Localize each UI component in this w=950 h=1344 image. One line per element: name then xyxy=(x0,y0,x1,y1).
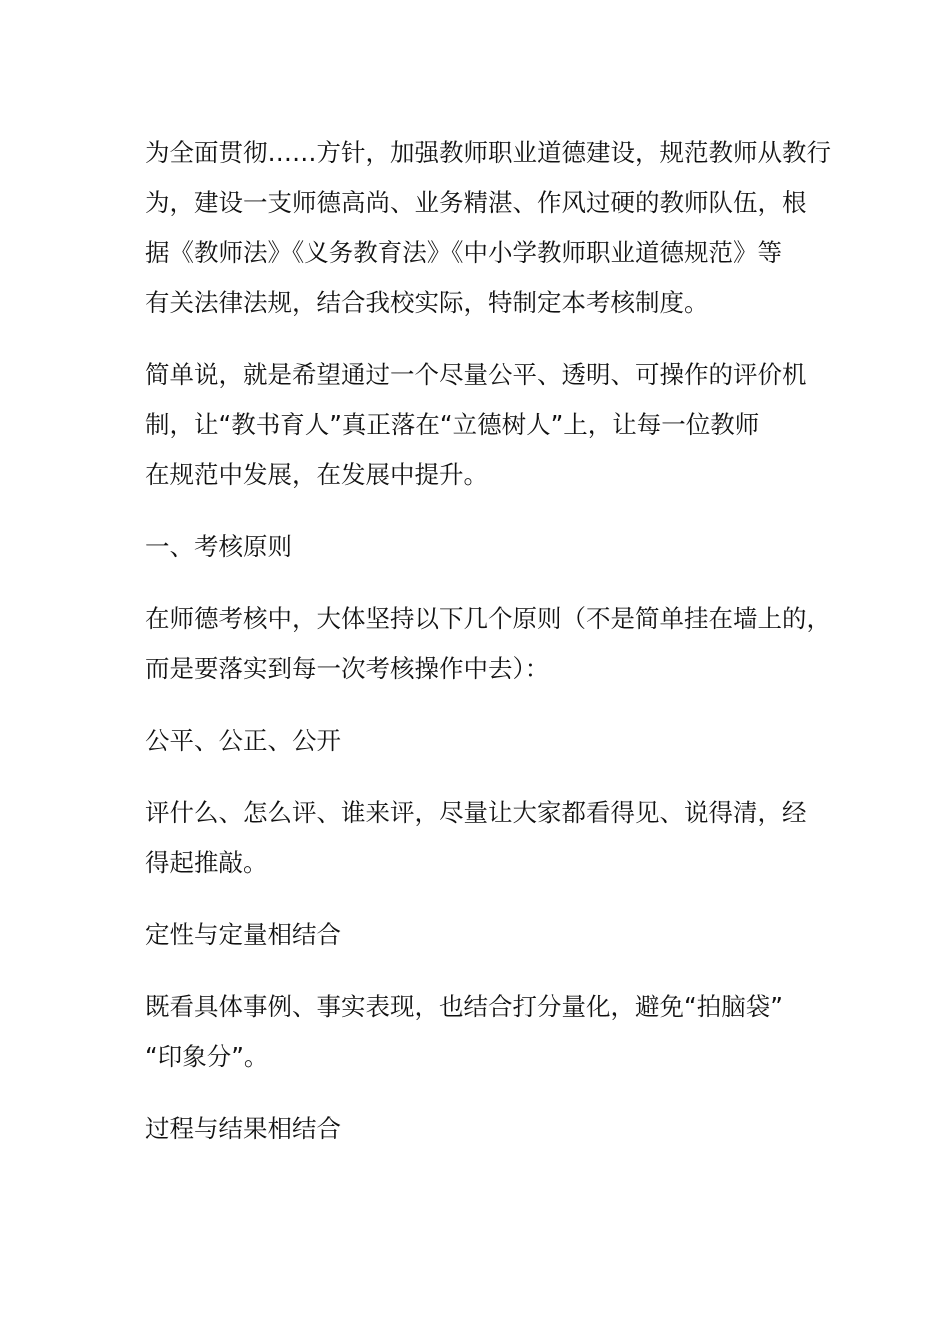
text-line: 在师德考核中，大体坚持以下几个原则（不是简单挂在墙上的， xyxy=(145,604,831,633)
text-line: 而是要落实到每一次考核操作中去）： xyxy=(145,654,550,683)
principle-title-process-result: 过程与结果相结合 xyxy=(145,1114,341,1143)
text-line: 在规范中发展，在发展中提升。 xyxy=(145,460,488,489)
principle-body-fairness xyxy=(145,788,815,888)
section-heading-principles: 一、考核原则 xyxy=(145,532,292,561)
text-line: 为全面贯彻……方针，加强教师职业道德建设，规范教师从教行 xyxy=(145,138,831,167)
section-intro-paragraph xyxy=(145,594,831,694)
text-line: 得起推敲。 xyxy=(145,848,268,877)
text-line: 有关法律法规，结合我校实际，特制定本考核制度。 xyxy=(145,288,709,317)
text-line: 评什么、怎么评、谁来评，尽量让大家都看得见、说得清，经 xyxy=(145,798,807,827)
intro-paragraph-1 xyxy=(145,128,831,328)
document-body xyxy=(145,128,831,1176)
text-line: “印象分”。 xyxy=(145,1042,269,1071)
text-line: 既看具体事例、事实表现，也结合打分量化，避免“拍脑袋” xyxy=(145,992,783,1021)
principle-body-qualitative-quantitative xyxy=(145,982,815,1082)
text-line: 为，建设一支师德高尚、业务精湛、作风过硬的教师队伍，根 xyxy=(145,188,807,217)
principle-title-fairness: 公平、公正、公开 xyxy=(145,726,341,755)
intro-paragraph-2 xyxy=(145,350,815,500)
principle-title-qualitative-quantitative: 定性与定量相结合 xyxy=(145,920,341,949)
text-line: 制，让“教书育人”真正落在“立德树人”上，让每一位教师 xyxy=(145,410,760,439)
text-line: 据《教师法》《义务教育法》《中小学教师职业道德规范》等 xyxy=(145,238,782,267)
text-line: 简单说，就是希望通过一个尽量公平、透明、可操作的评价机 xyxy=(145,360,807,389)
